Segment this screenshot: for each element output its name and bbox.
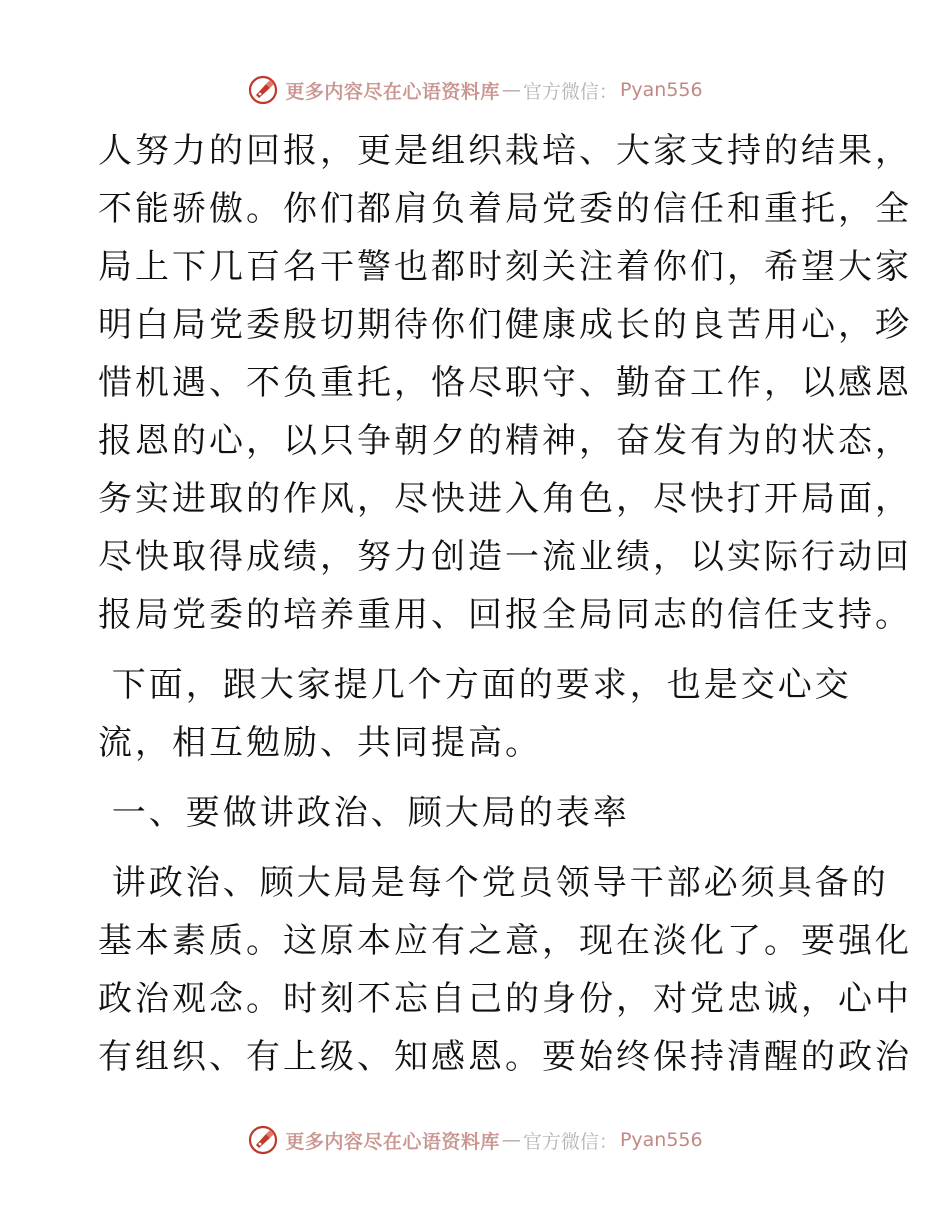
footer-banner [0, 1120, 950, 1160]
text-line: 下面，跟大家提几个方面的要求，也是交心交 [98, 665, 852, 705]
text-line: 基本素质。这原本应有之意，现在淡化了。要强化 [98, 921, 912, 961]
wechat-id: Pyan556 [619, 1129, 703, 1151]
text-line: 人努力的回报，更是组织栽培、大家支持的结果， [98, 131, 912, 171]
text-line: 讲政治、顾大局是每个党员领导干部必须具备的 [98, 863, 889, 903]
section-heading-1 [98, 784, 858, 842]
document-body [98, 122, 912, 1086]
paragraph-1 [98, 122, 912, 644]
pen-nib-logo-icon [247, 1124, 279, 1156]
header-banner [0, 70, 950, 110]
pen-nib-logo-icon [247, 74, 279, 106]
text-line: 政治观念。时刻不忘自己的身份，对党忠诚，心中 [98, 979, 912, 1019]
wechat-label: 官方微信： [522, 80, 618, 103]
banner-separator: — [501, 79, 521, 101]
text-line: 惜机遇、不负重托，恪尽职守、勤奋工作，以感恩 [98, 363, 912, 403]
banner-text: 更多内容尽在心语资料库 [285, 80, 500, 103]
text-line: 不能骄傲。你们都肩负着局党委的信任和重托，全 [98, 189, 912, 229]
text-line: 流，相互勉励、共同提高。 [98, 723, 542, 763]
text-line: 务实进取的作风，尽快进入角色，尽快打开局面， [98, 479, 912, 519]
text-line: 报局党委的培养重用、回报全局同志的信任支持。 [98, 595, 912, 635]
text-line: 局上下几百名干警也都时刻关注着你们，希望大家 [98, 247, 912, 287]
wechat-label: 官方微信： [522, 1130, 618, 1153]
text-line: 明白局党委殷切期待你们健康成长的良苦用心，珍 [98, 305, 912, 345]
banner-separator: — [501, 1129, 521, 1151]
paragraph-3 [98, 854, 912, 1086]
paragraph-2 [98, 656, 858, 772]
text-line: 报恩的心，以只争朝夕的精神，奋发有为的状态， [98, 421, 912, 461]
heading-text: 一、要做讲政治、顾大局的表率 [98, 793, 630, 833]
text-line: 有组织、有上级、知感恩。要始终保持清醒的政治 [98, 1037, 912, 1077]
banner-text: 更多内容尽在心语资料库 [285, 1130, 500, 1153]
wechat-id: Pyan556 [619, 79, 703, 101]
text-line: 尽快取得成绩，努力创造一流业绩，以实际行动回 [98, 537, 912, 577]
